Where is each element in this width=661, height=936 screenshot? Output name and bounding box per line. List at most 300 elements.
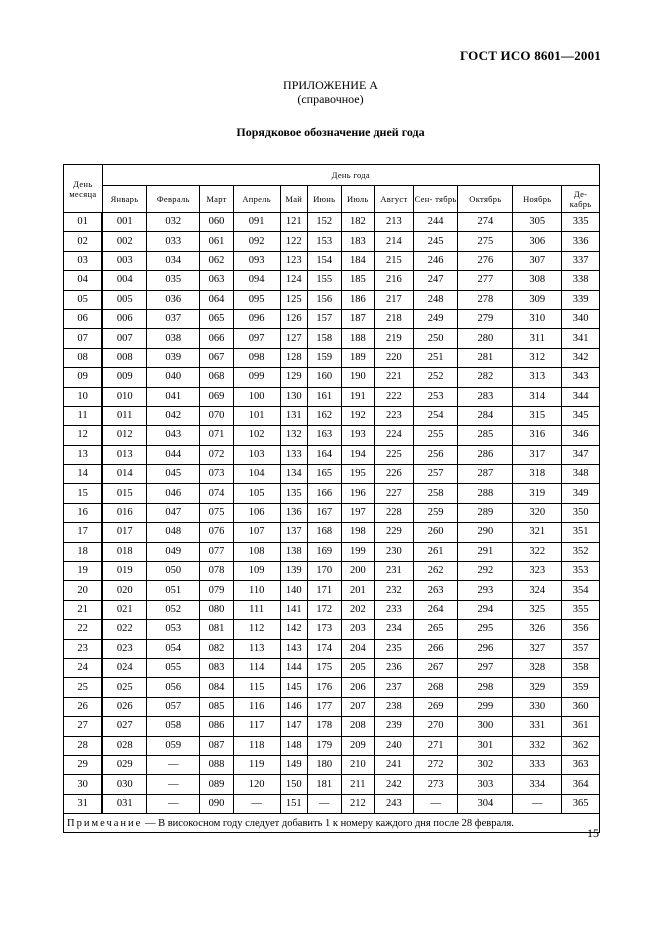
day-of-year-cell: 355 (562, 600, 600, 619)
day-of-year-cell: 237 (375, 678, 414, 697)
day-of-year-cell: 161 (308, 387, 342, 406)
table-row (64, 755, 600, 774)
day-of-month-cell: 06 (64, 309, 103, 328)
day-of-year-cell: 203 (341, 620, 375, 639)
day-of-year-cell: 217 (375, 290, 414, 309)
table-body (64, 213, 600, 814)
day-of-year-cell: 323 (513, 562, 562, 581)
table-row (64, 775, 600, 794)
day-of-year-cell: 157 (308, 309, 342, 328)
day-of-year-cell: 017 (102, 523, 147, 542)
day-of-year-cell: 028 (102, 736, 147, 755)
day-of-month-cell: 11 (64, 406, 103, 425)
day-of-year-cell: 001 (102, 213, 147, 232)
day-of-year-cell: 284 (458, 406, 513, 425)
day-of-year-cell: 078 (200, 562, 234, 581)
day-of-year-cell: 065 (200, 309, 234, 328)
day-of-year-cell: 207 (341, 697, 375, 716)
day-of-year-cell: 141 (280, 600, 307, 619)
table-row (64, 717, 600, 736)
day-of-year-cell: 032 (147, 213, 200, 232)
day-of-year-cell: 011 (102, 406, 147, 425)
day-of-year-cell: 136 (280, 503, 307, 522)
day-of-year-cell: 118 (233, 736, 280, 755)
day-of-year-cell: 066 (200, 329, 234, 348)
day-of-year-cell: 150 (280, 775, 307, 794)
day-of-year-cell: 280 (458, 329, 513, 348)
day-of-year-cell: 278 (458, 290, 513, 309)
day-of-year-cell: 036 (147, 290, 200, 309)
day-of-year-cell: 049 (147, 542, 200, 561)
table-row (64, 426, 600, 445)
day-of-year-cell: 046 (147, 484, 200, 503)
day-of-year-cell: 015 (102, 484, 147, 503)
day-of-month-cell: 26 (64, 697, 103, 716)
day-of-year-cell: 211 (341, 775, 375, 794)
day-of-year-cell: 060 (200, 213, 234, 232)
day-of-year-cell: 070 (200, 406, 234, 425)
day-of-year-cell: 100 (233, 387, 280, 406)
day-of-year-cell: 084 (200, 678, 234, 697)
day-of-year-cell: 108 (233, 542, 280, 561)
day-of-month-cell: 29 (64, 755, 103, 774)
day-of-year-cell: 245 (413, 232, 458, 251)
day-of-year-cell: 132 (280, 426, 307, 445)
day-of-year-cell: 357 (562, 639, 600, 658)
day-of-year-cell: 304 (458, 794, 513, 813)
day-of-year-cell: 321 (513, 523, 562, 542)
day-of-year-cell: 194 (341, 445, 375, 464)
day-of-year-cell: 325 (513, 600, 562, 619)
month-header: Март (200, 186, 234, 213)
day-of-year-cell: 052 (147, 600, 200, 619)
day-of-year-cell: 342 (562, 348, 600, 367)
day-of-year-cell: 262 (413, 562, 458, 581)
day-of-year-cell: 345 (562, 406, 600, 425)
day-of-year-cell: 216 (375, 271, 414, 290)
day-of-year-cell: 023 (102, 639, 147, 658)
month-header: Де- кабрь (562, 186, 600, 213)
day-of-year-cell: 025 (102, 678, 147, 697)
day-of-year-cell: 191 (341, 387, 375, 406)
day-of-year-cell: 235 (375, 639, 414, 658)
day-of-year-cell: 270 (413, 717, 458, 736)
day-of-year-cell: 199 (341, 542, 375, 561)
day-of-year-cell: 361 (562, 717, 600, 736)
day-of-year-cell: 326 (513, 620, 562, 639)
day-of-year-cell: 151 (280, 794, 307, 813)
day-of-year-cell: 196 (341, 484, 375, 503)
day-of-year-cell: 156 (308, 290, 342, 309)
month-header: Октябрь (458, 186, 513, 213)
day-of-year-cell: 295 (458, 620, 513, 639)
day-of-year-cell: 297 (458, 658, 513, 677)
day-of-year-cell: 268 (413, 678, 458, 697)
day-of-year-cell: 053 (147, 620, 200, 639)
table-row (64, 794, 600, 813)
day-of-year-cell: 289 (458, 503, 513, 522)
day-of-year-cell: 343 (562, 368, 600, 387)
day-of-year-cell: 158 (308, 329, 342, 348)
day-of-year-cell: 018 (102, 542, 147, 561)
month-header: Ноябрь (513, 186, 562, 213)
day-of-year-cell: 003 (102, 251, 147, 270)
day-of-year-cell: 277 (458, 271, 513, 290)
day-of-year-cell: 263 (413, 581, 458, 600)
day-of-year-cell: 222 (375, 387, 414, 406)
day-of-year-cell: 271 (413, 736, 458, 755)
day-of-year-cell: 229 (375, 523, 414, 542)
day-of-year-cell: 033 (147, 232, 200, 251)
day-of-year-cell: 189 (341, 348, 375, 367)
day-of-year-cell: 101 (233, 406, 280, 425)
appendix-heading (0, 78, 661, 106)
day-of-year-cell: 112 (233, 620, 280, 639)
day-of-year-cell: 300 (458, 717, 513, 736)
day-of-year-cell: 259 (413, 503, 458, 522)
day-of-year-cell: 358 (562, 658, 600, 677)
day-of-year-cell: 123 (280, 251, 307, 270)
day-of-year-cell: 110 (233, 581, 280, 600)
day-of-year-cell: 137 (280, 523, 307, 542)
day-of-year-cell: 316 (513, 426, 562, 445)
day-of-year-cell: 098 (233, 348, 280, 367)
day-of-month-cell: 07 (64, 329, 103, 348)
note-label: Примечание (67, 817, 143, 829)
day-of-year-cell: 114 (233, 658, 280, 677)
day-of-month-cell: 12 (64, 426, 103, 445)
day-of-month-cell: 17 (64, 523, 103, 542)
day-of-year-cell: 324 (513, 581, 562, 600)
day-of-year-cell: 281 (458, 348, 513, 367)
day-of-year-cell: 159 (308, 348, 342, 367)
day-of-month-cell: 23 (64, 639, 103, 658)
day-of-year-cell: 192 (341, 406, 375, 425)
day-of-year-cell: 306 (513, 232, 562, 251)
day-of-year-cell: 087 (200, 736, 234, 755)
day-of-year-cell: 314 (513, 387, 562, 406)
day-of-year-cell: 164 (308, 445, 342, 464)
day-of-year-cell: 124 (280, 271, 307, 290)
day-of-year-cell: 265 (413, 620, 458, 639)
day-of-month-cell: 22 (64, 620, 103, 639)
day-of-year-cell: 172 (308, 600, 342, 619)
day-of-year-cell: 138 (280, 542, 307, 561)
month-header: Февраль (147, 186, 200, 213)
day-of-year-cell: 040 (147, 368, 200, 387)
day-of-year-cell: 256 (413, 445, 458, 464)
day-of-year-cell: 170 (308, 562, 342, 581)
day-of-year-cell: 287 (458, 465, 513, 484)
day-of-year-cell: 208 (341, 717, 375, 736)
day-of-year-cell: 257 (413, 465, 458, 484)
day-of-year-cell: 250 (413, 329, 458, 348)
day-of-year-cell: 029 (102, 755, 147, 774)
day-of-year-cell: 026 (102, 697, 147, 716)
month-header: Сен- тябрь (413, 186, 458, 213)
month-header: Январь (102, 186, 147, 213)
day-of-year-cell: 220 (375, 348, 414, 367)
day-of-year-cell: 312 (513, 348, 562, 367)
day-of-year-cell: 188 (341, 329, 375, 348)
day-of-year-cell: 305 (513, 213, 562, 232)
day-of-year-cell: 243 (375, 794, 414, 813)
day-of-year-cell: 233 (375, 600, 414, 619)
day-of-year-cell: 125 (280, 290, 307, 309)
table-row (64, 232, 600, 251)
day-of-month-cell: 10 (64, 387, 103, 406)
day-of-year-cell: 258 (413, 484, 458, 503)
day-of-year-cell: 190 (341, 368, 375, 387)
day-of-year-cell: 359 (562, 678, 600, 697)
day-of-year-cell: 354 (562, 581, 600, 600)
day-of-year-cell: 290 (458, 523, 513, 542)
day-of-year-cell: 244 (413, 213, 458, 232)
day-of-year-cell: 027 (102, 717, 147, 736)
day-of-year-cell: 347 (562, 445, 600, 464)
day-of-year-cell: 260 (413, 523, 458, 542)
table-note (64, 814, 600, 833)
day-of-year-cell: 251 (413, 348, 458, 367)
day-of-year-cell: 302 (458, 755, 513, 774)
day-of-year-cell: 166 (308, 484, 342, 503)
day-of-year-cell: 319 (513, 484, 562, 503)
table-row (64, 600, 600, 619)
table-row (64, 290, 600, 309)
day-of-year-cell: 348 (562, 465, 600, 484)
table-row (64, 445, 600, 464)
day-of-year-cell: 318 (513, 465, 562, 484)
day-of-year-cell: 269 (413, 697, 458, 716)
day-of-year-cell: 200 (341, 562, 375, 581)
day-of-year-cell: 360 (562, 697, 600, 716)
table-row (64, 348, 600, 367)
day-of-year-cell: 241 (375, 755, 414, 774)
day-of-year-cell: — (513, 794, 562, 813)
day-of-year-cell: 019 (102, 562, 147, 581)
day-of-year-cell: 109 (233, 562, 280, 581)
day-of-month-cell: 16 (64, 503, 103, 522)
day-of-year-cell: 091 (233, 213, 280, 232)
day-of-year-cell: 242 (375, 775, 414, 794)
day-of-year-cell: 320 (513, 503, 562, 522)
day-of-year-cell: 310 (513, 309, 562, 328)
day-of-year-cell: 350 (562, 503, 600, 522)
day-of-year-cell: 252 (413, 368, 458, 387)
day-of-year-cell: 004 (102, 271, 147, 290)
month-header: Апрель (233, 186, 280, 213)
day-of-year-cell: 116 (233, 697, 280, 716)
day-of-year-cell: 341 (562, 329, 600, 348)
day-of-year-cell: 288 (458, 484, 513, 503)
day-of-year-cell: 075 (200, 503, 234, 522)
day-of-year-cell: 215 (375, 251, 414, 270)
day-of-year-cell: 327 (513, 639, 562, 658)
day-of-year-table (63, 164, 600, 833)
document-code: ГОСТ ИСО 8601—2001 (460, 48, 601, 63)
day-of-year-cell: 106 (233, 503, 280, 522)
day-of-year-cell: 299 (458, 697, 513, 716)
day-of-year-cell: 218 (375, 309, 414, 328)
day-of-month-cell: 01 (64, 213, 103, 232)
day-of-year-cell: 050 (147, 562, 200, 581)
day-of-year-cell: 008 (102, 348, 147, 367)
day-of-year-cell: 332 (513, 736, 562, 755)
day-of-year-cell: 039 (147, 348, 200, 367)
day-of-year-cell: 055 (147, 658, 200, 677)
table-row (64, 484, 600, 503)
day-of-year-cell: 038 (147, 329, 200, 348)
day-of-year-cell: 264 (413, 600, 458, 619)
day-of-year-cell: 146 (280, 697, 307, 716)
day-of-year-cell: 176 (308, 678, 342, 697)
day-of-year-cell: 022 (102, 620, 147, 639)
day-of-year-cell: 261 (413, 542, 458, 561)
day-of-year-cell: 034 (147, 251, 200, 270)
day-of-year-cell: 346 (562, 426, 600, 445)
day-of-year-cell: 126 (280, 309, 307, 328)
day-of-year-cell: 131 (280, 406, 307, 425)
day-of-year-cell: — (147, 755, 200, 774)
day-of-year-cell: 045 (147, 465, 200, 484)
day-of-year-cell: 163 (308, 426, 342, 445)
day-of-year-cell: 276 (458, 251, 513, 270)
day-of-year-cell: 255 (413, 426, 458, 445)
day-of-year-cell: 134 (280, 465, 307, 484)
day-of-year-cell: 093 (233, 251, 280, 270)
day-of-year-cell: 133 (280, 445, 307, 464)
day-of-year-cell: 210 (341, 755, 375, 774)
table-row (64, 581, 600, 600)
appendix-subtitle: (справочное) (297, 92, 364, 106)
day-of-year-cell: 201 (341, 581, 375, 600)
day-of-year-cell: 311 (513, 329, 562, 348)
day-of-year-cell: 234 (375, 620, 414, 639)
day-of-year-cell: 129 (280, 368, 307, 387)
day-of-year-cell: 082 (200, 639, 234, 658)
day-of-year-cell: 228 (375, 503, 414, 522)
day-of-month-cell: 09 (64, 368, 103, 387)
day-of-year-cell: 247 (413, 271, 458, 290)
day-of-year-cell: 362 (562, 736, 600, 755)
day-of-year-cell: 204 (341, 639, 375, 658)
appendix-title: ПРИЛОЖЕНИЕ А (283, 78, 378, 92)
day-of-year-cell: 338 (562, 271, 600, 290)
day-of-month-cell: 24 (64, 658, 103, 677)
day-of-year-cell: 279 (458, 309, 513, 328)
day-of-year-cell: 231 (375, 562, 414, 581)
day-of-year-cell: 102 (233, 426, 280, 445)
day-of-year-cell: 335 (562, 213, 600, 232)
day-of-year-cell: 232 (375, 581, 414, 600)
day-of-month-cell: 15 (64, 484, 103, 503)
day-of-year-cell: 006 (102, 309, 147, 328)
day-of-year-cell: 127 (280, 329, 307, 348)
table-row (64, 503, 600, 522)
month-header: Май (280, 186, 307, 213)
day-of-year-cell: 179 (308, 736, 342, 755)
day-of-month-cell: 02 (64, 232, 103, 251)
day-of-year-cell: 168 (308, 523, 342, 542)
table-title: Порядковое обозначение дней года (236, 125, 425, 139)
day-of-year-cell: 016 (102, 503, 147, 522)
day-of-year-cell: 090 (200, 794, 234, 813)
day-of-year-cell: 037 (147, 309, 200, 328)
day-of-month-cell: 30 (64, 775, 103, 794)
day-of-year-cell: 057 (147, 697, 200, 716)
day-of-year-cell: 119 (233, 755, 280, 774)
day-of-year-cell: 173 (308, 620, 342, 639)
day-of-year-cell: 198 (341, 523, 375, 542)
day-of-year-cell: 266 (413, 639, 458, 658)
day-of-year-cell: 282 (458, 368, 513, 387)
day-of-year-cell: 317 (513, 445, 562, 464)
day-of-year-cell: 349 (562, 484, 600, 503)
day-of-year-cell: 308 (513, 271, 562, 290)
day-of-year-cell: 154 (308, 251, 342, 270)
day-of-year-cell: 353 (562, 562, 600, 581)
day-of-month-cell: 05 (64, 290, 103, 309)
day-of-year-cell: 117 (233, 717, 280, 736)
day-of-year-cell: 097 (233, 329, 280, 348)
day-of-year-cell: 067 (200, 348, 234, 367)
day-of-year-cell: 111 (233, 600, 280, 619)
table-row (64, 271, 600, 290)
day-of-year-cell: 238 (375, 697, 414, 716)
table-row (64, 697, 600, 716)
day-of-year-cell: 344 (562, 387, 600, 406)
day-of-year-cell: 209 (341, 736, 375, 755)
day-of-month-cell: 13 (64, 445, 103, 464)
day-of-year-cell: 351 (562, 523, 600, 542)
day-of-year-cell: 206 (341, 678, 375, 697)
day-of-month-cell: 31 (64, 794, 103, 813)
day-of-year-cell: 047 (147, 503, 200, 522)
day-of-year-cell: 254 (413, 406, 458, 425)
day-of-year-cell: 074 (200, 484, 234, 503)
day-of-year-cell: 072 (200, 445, 234, 464)
day-of-year-cell: 352 (562, 542, 600, 561)
table-row (64, 309, 600, 328)
day-of-year-cell: 128 (280, 348, 307, 367)
day-of-year-cell: 115 (233, 678, 280, 697)
day-of-year-cell: 113 (233, 639, 280, 658)
day-of-year-cell: 007 (102, 329, 147, 348)
day-of-year-cell: 094 (233, 271, 280, 290)
day-of-year-cell: 021 (102, 600, 147, 619)
day-of-year-cell: 031 (102, 794, 147, 813)
day-of-year-cell: 155 (308, 271, 342, 290)
table-row (64, 406, 600, 425)
day-of-year-cell: 160 (308, 368, 342, 387)
day-of-year-cell: 002 (102, 232, 147, 251)
day-of-year-cell: 079 (200, 581, 234, 600)
day-of-year-cell: 334 (513, 775, 562, 794)
day-of-year-cell: 286 (458, 445, 513, 464)
day-of-year-cell: 328 (513, 658, 562, 677)
day-of-month-cell: 27 (64, 717, 103, 736)
day-of-year-cell: 213 (375, 213, 414, 232)
day-of-year-cell: 333 (513, 755, 562, 774)
day-of-month-header: День месяца (64, 165, 103, 213)
day-of-year-cell: 081 (200, 620, 234, 639)
day-of-year-cell: 095 (233, 290, 280, 309)
day-of-year-cell: 214 (375, 232, 414, 251)
day-of-year-cell: 294 (458, 600, 513, 619)
day-of-year-cell: 185 (341, 271, 375, 290)
day-of-year-cell: 043 (147, 426, 200, 445)
table-row (64, 736, 600, 755)
